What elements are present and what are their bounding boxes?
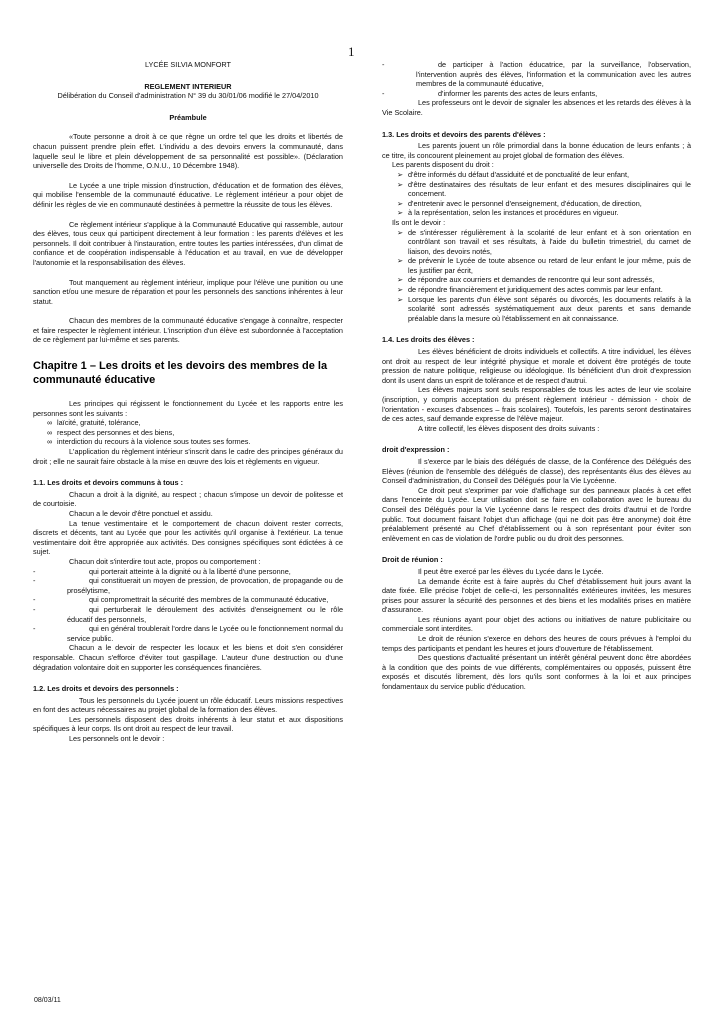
school-name: LYCÉE SILVIA MONFORT <box>145 60 231 69</box>
chapter-intro: Les principes qui régissent le fonctionnement du Lycée et les rapports entre les personnes sont les suivants : <box>33 399 343 418</box>
list-item: ➢ à la représentation, selon les instances et procédures en vigueur. <box>397 208 619 218</box>
expression-heading: droit d'expression : <box>382 445 450 455</box>
section-paragraph: Chacun a le devoir de respecter les locaux et les biens et doit s'en considérer responsable. Chacun s'efforce d'éviter tout gaspillage. L'auteur d'une destruction ou d'une dégradation volontaire doit en supporter les conséquences financières. <box>33 643 343 672</box>
document-title: REGLEMENT INTERIEUR <box>144 81 232 91</box>
infinity-bullet-icon: ∞ <box>47 418 53 428</box>
section-paragraph: Il s'exerce par le biais des délégués de classe, de la Conférence des Délégués des Elèves (réunion de l'ensemble des délégués de classe), des représentants élus des élèves au Conseil d'administration, du Conseil des Délégués pour la Vie Lycéenne. <box>382 456 691 486</box>
arrow-bullet-icon: ➢ <box>397 285 404 295</box>
dash-bullet-icon: - <box>33 576 36 586</box>
section-paragraph: Chacun a droit à la dignité, au respect ; chacun s'impose un devoir de politesse et de courtoisie. <box>33 489 343 509</box>
preamble-paragraph: Ce règlement intérieur s'applique à la Communauté Educative qui rassemble, autour des élèves, tous ceux qui participent directement à leur formation : les parents d'élèves et les personnels. Il doit contribuer à l'instauration, entre toutes les parties intéressées, d'un climat de confiance et de coopération indispensable à l'éducation et au travail, en vue de développer l'autonomie et la responsabilisation des élèves. <box>33 219 343 267</box>
section-paragraph: Les professeurs ont le devoir de signaler les absences et les retards des élèves à la Vie Scolaire. <box>382 98 691 117</box>
arrow-bullet-icon: ➢ <box>397 275 404 285</box>
list-item: - d'informer les parents des actes de leurs enfants, <box>382 88 598 98</box>
dash-bullet-icon: - <box>33 624 36 634</box>
section-paragraph: Ce droit peut s'exprimer par voie d'affichage sur des panneaux placés à cet effet dans l'enceinte du Lycée. Leur utilisation doit se faire en collaboration avec le bureau du Conseil des Délégués pour la Vie Lycéenne dans le respect des droits d'autrui et de l'ordre public. Tout document faisant l'objet d'un affichage (qui ne doit pas être anonyme) doit être préalablement présenté au Chef d'établissement ou à son représentant pour éviter son enlèvement en cas de violation de l'ordre public ou du droit des personnes. <box>382 485 691 543</box>
section-paragraph: Les élèves bénéficient de droits individuels et collectifs. A titre individuel, les élèves ont droit au respect de leur intégrité physique et morale et doivent être protégés de toute pression de nature politique, religieuse ou idéologique. Ils bénéficient d'un droit d'expression dont ils usent dans un esprit de tolérance et de respect d'autrui. <box>382 347 691 385</box>
list-item: ➢ de répondre financièrement et juridiquement des actes commis par leur enfant. <box>397 285 663 295</box>
reunion-heading: Droit de réunion : <box>382 555 443 565</box>
section-paragraph: A titre collectif, les élèves disposent des droits suivants : <box>418 423 600 433</box>
arrow-bullet-icon: ➢ <box>397 208 404 218</box>
infinity-bullet-icon: ∞ <box>47 427 53 437</box>
section-paragraph: Chacun a le devoir d'être ponctuel et assidu. <box>69 509 213 518</box>
arrow-bullet-icon: ➢ <box>397 169 404 179</box>
section-paragraph: Il peut être exercé par les élèves du Lycée dans le Lycée. <box>418 566 604 576</box>
list-item: - qui porterait atteinte à la dignité ou à la liberté d'une personne, <box>33 566 291 576</box>
preamble-heading: Préambule <box>169 112 207 122</box>
dash-bullet-icon: - <box>382 60 385 69</box>
list-item: ∞ laïcité, gratuité, tolérance, <box>47 418 141 428</box>
rights-intro: Les parents disposent du droit : <box>392 160 494 170</box>
list-item: ∞ interdiction du recours à la violence sous toutes ses formes. <box>47 437 251 447</box>
list-item: ➢ Lorsque les parents d'un élève sont séparés ou divorcés, les documents relatifs à la scolarité sont adressés systématiquement aux deux parents et sans demande préalable dans la mesure où l'établissement en ait connaissance. <box>397 294 691 323</box>
list-item: - qui compromettrait la sécurité des membres de la communauté éducative, <box>33 595 329 605</box>
section-paragraph: Des questions d'actualité présentant un intérêt général peuvent donc être abordées à la condition que des points de vue différents, complémentaires ou opposés, puissent être exposés et discutés librement, dès lors qu'ils sont conformes à la loi et aux principes fondamentaux du service public d'éducation. <box>382 653 691 692</box>
list-item: ➢ de répondre aux courriers et demandes de rencontre qui leur sont adressés, <box>397 275 655 285</box>
section-paragraph: Chacun doit s'interdire tout acte, propos ou comportement : <box>69 556 261 566</box>
arrow-bullet-icon: ➢ <box>397 256 404 266</box>
arrow-bullet-icon: ➢ <box>397 294 404 304</box>
footer-date: 08/03/11 <box>34 997 61 1004</box>
section-paragraph: La tenue vestimentaire et le comportement de chacun doivent rester corrects, discrets et décents, tant au Lycée que pour les activités qu'il organise à l'extérieur. La tenue vestimentaire doit être appropriée aux activités. Des consignes spécifiques sont édictées à ce sujet. <box>33 518 343 557</box>
section-heading-1-3: 1.3. Les droits et devoirs des parents d'élèves : <box>382 129 546 139</box>
page-number: 1 <box>348 44 355 59</box>
right-column <box>382 60 691 692</box>
list-item: ∞ respect des personnes et des biens, <box>47 427 175 437</box>
chapter-application: L'application du règlement intérieur s'inscrit dans le cadre des principes généraux du droit ; elle ne saurait faire obstacle à la mise en œuvre des lois et règlements en vigueur. <box>33 447 343 466</box>
chapter-title: Chapitre 1 – Les droits et les devoirs des membres de la communauté éducative <box>33 360 328 387</box>
list-item: - qui perturberait le déroulement des activités d'enseignement ou le rôle éducatif des personnels, <box>33 604 343 624</box>
list-item: ➢ de s'intéresser régulièrement à la scolarité de leur enfant et à son orientation en contrôlant son travail et ses résultats, à l'aide du bulletin trimestriel, du carnet de liaison, des devoirs notés, <box>397 227 691 256</box>
section-paragraph: Les élèves majeurs sont seuls responsables de tous les actes de leur vie scolaire (inscription, y compris acceptation du présent règlement intérieur - démission - choix de l'orientation - excuses d'absences – frais scolaires). Toutefois, les parents seront destinataires de ces actes, sauf demande expresse de l'élève majeur. <box>382 385 691 424</box>
deliberation-line: Délibération du Conseil d'administration N° 39 du 30/01/06 modifié le 27/04/2010 <box>57 91 319 101</box>
section-heading-1-1: 1.1. Les droits et devoirs communs à tous : <box>33 478 184 488</box>
section-paragraph: La demande écrite est à faire auprès du Chef d'établissement huit jours avant la date fixée. Elle précise l'objet de celle-ci, les personnalités extérieures invitées, les mesures prises pour assurer la sécurité des personnes et des biens et les modalités prises en matière d'assurance. <box>382 576 691 615</box>
infinity-bullet-icon: ∞ <box>47 437 53 447</box>
section-paragraph: Les réunions ayant pour objet des actions ou initiatives de nature publicitaire ou commerciale sont interdites. <box>382 614 691 634</box>
list-item: ➢ d'entretenir avec le personnel d'enseignement, d'éducation, de direction, <box>397 198 642 208</box>
section-heading-1-2: 1.2. Les droits et devoirs des personnels : <box>33 684 179 694</box>
list-item: - de participer à l'action éducatrice, par la surveillance, l'observation, l'intervention auprès des élèves, l'information et la communication avec les autres membres de la communauté éducative, <box>382 60 691 89</box>
list-item: - qui en général troublerait l'ordre dans le Lycée ou le fonctionnement normal du service public. <box>33 624 343 643</box>
duties-intro: Ils ont le devoir : <box>392 217 446 227</box>
arrow-bullet-icon: ➢ <box>397 227 404 237</box>
dash-bullet-icon: - <box>33 595 36 605</box>
left-column <box>33 60 343 744</box>
preamble-paragraph: Le Lycée a une triple mission d'instruction, d'éducation et de formation des élèves, qui mobilise l'ensemble de la communauté éducative. Le règlement intérieur a pour objet de définir les règles de vie en communauté destinées à permettre la réussite de tous les élèves. <box>33 180 343 209</box>
preamble-paragraph: Tout manquement au règlement intérieur, implique pour l'élève une punition ou une sanction et/ou une mesure de réparation et pour les personnels des sanctions inhérentes à leur statut. <box>33 277 343 306</box>
section-paragraph: Les parents jouent un rôle primordial dans la bonne éducation de leurs enfants ; à ce titre, ils concourent pleinement au projet global de formation des élèves. <box>382 141 691 160</box>
section-paragraph: Les personnels ont le devoir : <box>69 734 165 744</box>
list-item: ➢ d'être informés du défaut d'assiduité et de ponctualité de leur enfant, <box>397 169 630 179</box>
arrow-bullet-icon: ➢ <box>397 198 404 208</box>
section-paragraph: Les personnels disposent des droits inhérents à leur statut et aux dispositions spécifiques à leur corps. Ils ont droit au respect de leur travail. <box>33 714 343 734</box>
arrow-bullet-icon: ➢ <box>397 179 404 189</box>
dash-bullet-icon: - <box>33 604 36 614</box>
dash-bullet-icon: - <box>382 88 385 98</box>
section-paragraph: Le droit de réunion s'exerce en dehors des heures de cours prévues à l'emploi du temps des participants et pendant les heures et jours d'ouverture de l'établissement. <box>382 634 691 653</box>
section-heading-1-4: 1.4. Les droits des élèves : <box>382 335 475 345</box>
preamble-paragraph: Chacun des membres de la communauté éducative s'engage à connaître, respecter et faire respecter le règlement intérieur. L'inscription d'un élève est subordonnée à l'acceptation de ce règlement par lui-même et ses parents. <box>33 316 343 345</box>
preamble-paragraph: «Toute personne a droit à ce que règne un ordre tel que les droits et libertés de chacun puissent prendre plein effet. L'individu a des devoirs envers la communauté, dans laquelle seul le libre et plein développement de sa personnalité est possible». (Déclaration universelle des Droits de l'homme, O.N.U., 10 Décembre 1948). <box>33 132 343 171</box>
list-item: ➢ de prévenir le Lycée de toute absence ou retard de leur enfant le jour même, puis de les justifier par écrit, <box>397 256 691 275</box>
list-item: - qui constituerait un moyen de pression, de provocation, de propagande ou de prosélytisme, <box>33 576 343 595</box>
dash-bullet-icon: - <box>33 566 36 576</box>
section-paragraph: Tous les personnels du Lycée jouent un rôle éducatif. Leurs missions respectives en font des acteurs nécessaires au projet global de la formation des élèves. <box>33 695 343 715</box>
list-item: ➢ d'être destinataires des résultats de leur enfant et des mesures disciplinaires qui le concernent. <box>397 179 691 199</box>
